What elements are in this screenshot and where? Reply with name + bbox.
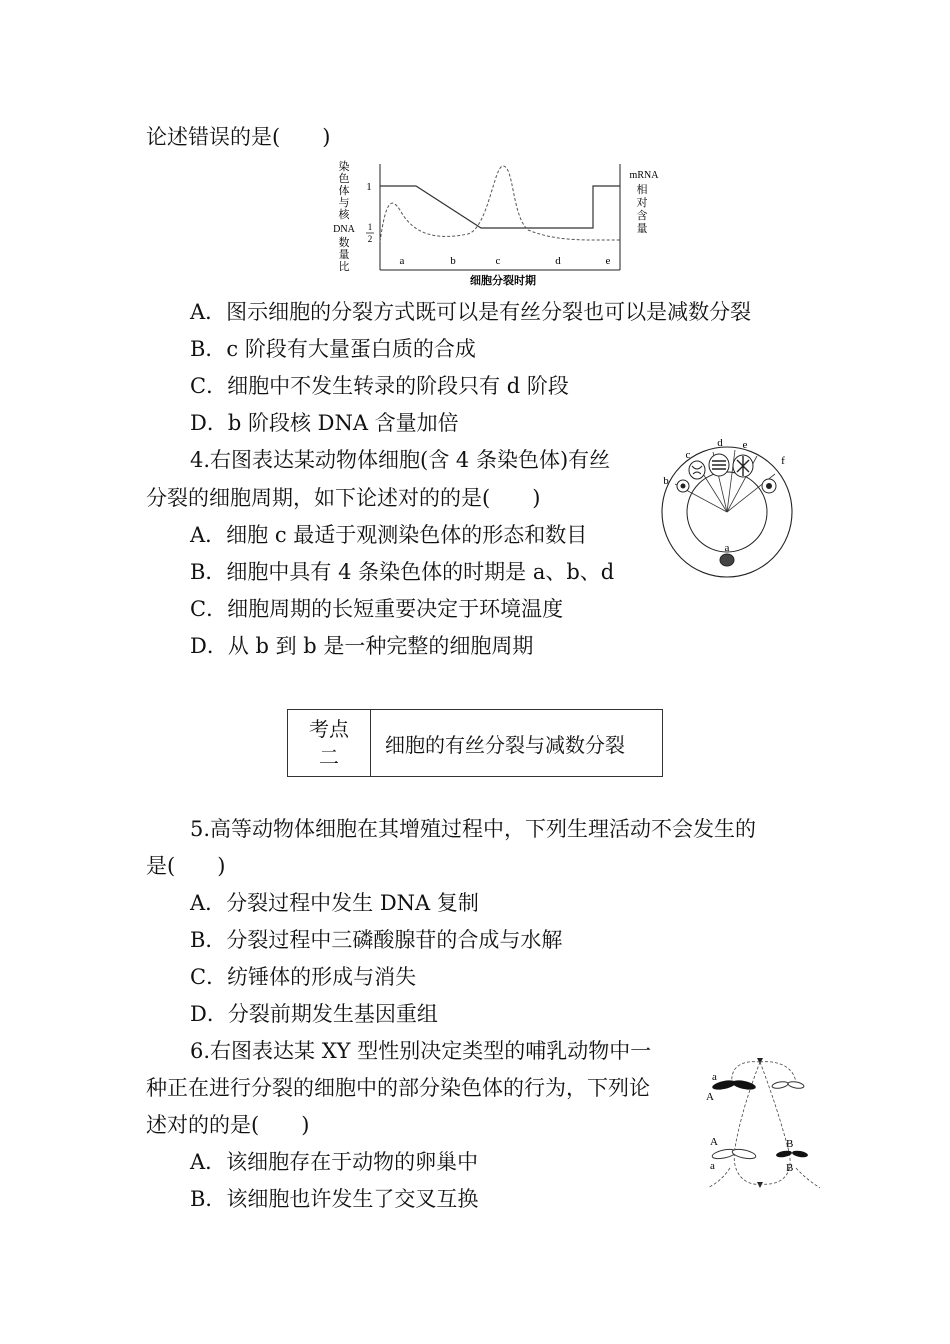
allele-label-A-top: A [706, 1091, 714, 1103]
y-axis-right-top: mRNA [629, 170, 659, 181]
phase-label-a: a [399, 255, 405, 267]
q3-option-d: D．b 阶段核 DNA 含量加倍 [190, 411, 459, 435]
q5-option-b: B．分裂过程中三磷酸腺苷的合成与水解 [190, 928, 563, 952]
y-axis-left-char: 量 [338, 249, 350, 261]
y-axis-right-char: 含 [636, 210, 648, 222]
ratio-line [380, 186, 620, 228]
y-axis-left-char: 体 [338, 185, 350, 197]
phase-label-d: d [555, 255, 561, 267]
section-label-line1: 考点 [309, 717, 349, 741]
cell-e-icon [733, 455, 753, 477]
q4-option-b: B．细胞中具有 4 条染色体的时期是 a、b、d [190, 560, 615, 584]
cell-d-icon [709, 454, 729, 476]
cycle-label-a: a [724, 542, 730, 554]
q6-figure [700, 1048, 830, 1203]
y-axis-right-char: 对 [636, 197, 648, 209]
q3-option-c: C．细胞中不发生转录的阶段只有 d 阶段 [190, 374, 569, 398]
x-axis-label: 细胞分裂时期 [470, 275, 536, 287]
q4-stem-line2: 分裂的细胞周期，如下论述对的的是( ) [146, 486, 541, 510]
q4-option-a: A．细胞 c 最适于观测染色体的形态和数目 [190, 523, 588, 547]
cycle-label-d: d [717, 437, 723, 449]
phase-label-b: b [450, 255, 456, 267]
q3-option-a: A．图示细胞的分裂方式既可以是有丝分裂也可以是减数分裂 [190, 300, 752, 324]
q5-option-c: C．纺锤体的形成与消失 [190, 965, 417, 989]
y-tick-1: 1 [366, 181, 372, 193]
q6-stem-line2: 种正在进行分裂的细胞中的部分染色体的行为，下列论 [146, 1076, 650, 1100]
y-axis-left-char: 数 [338, 237, 350, 249]
cycle-label-f: f [781, 455, 785, 467]
chromosome-light-top-icon [772, 1081, 805, 1090]
y-axis-right-char: 相 [636, 184, 648, 196]
section-label-line2: 二 [319, 745, 339, 769]
cycle-label-b: b [663, 475, 669, 487]
allele-label-B-upper: B [786, 1138, 794, 1150]
q3-figure [328, 158, 668, 290]
q5-stem-line1: 5.高等动物体细胞在其增殖过程中，下列生理活动不会发生的 [190, 817, 757, 841]
q6-option-b: B．该细胞也许发生了交叉互换 [190, 1187, 479, 1211]
q5-option-a: A．分裂过程中发生 DNA 复制 [190, 891, 479, 915]
y-axis-right-char: 量 [636, 223, 648, 235]
phase-label-e: e [605, 255, 611, 267]
section-header-box [287, 709, 663, 777]
cell-f-icon [762, 479, 776, 493]
y-tick-half-num: 1 [367, 222, 373, 232]
q3-option-b: B．c 阶段有大量蛋白质的合成 [190, 337, 476, 361]
phase-label-c: c [495, 255, 501, 267]
y-axis-left-char: 比 [338, 261, 350, 273]
spindle-pole-bottom [757, 1182, 763, 1188]
allele-label-a-top: a [712, 1071, 717, 1083]
q5-option-d: D．分裂前期发生基因重组 [190, 1002, 438, 1026]
q5-stem-line2: 是( ) [146, 854, 226, 878]
allele-label-A-bottom: A [710, 1136, 718, 1148]
y-axis-left-char: DNA [333, 224, 355, 235]
q4-stem-line1: 4.右图表达某动物体细胞(含 4 条染色体)有丝 [190, 448, 611, 472]
chromosome-dark-top-icon [711, 1079, 756, 1092]
q3-stem-tail: 论述错误的是( ) [146, 125, 331, 149]
y-axis-left-char: 染 [338, 161, 350, 173]
y-axis-left-char: 核 [338, 209, 350, 221]
q4-option-c: C．细胞周期的长短重要决定于环境温度 [190, 597, 564, 621]
cell-c-icon [689, 461, 705, 479]
chromosome-dark-bottom-icon [776, 1150, 809, 1159]
q6-stem-line3: 述对的的是( ) [146, 1113, 310, 1137]
allele-label-a-bottom: a [710, 1160, 715, 1172]
q6-option-a: A．该细胞存在于动物的卵巢中 [190, 1150, 479, 1174]
y-axis-left-char: 与 [338, 197, 350, 209]
q4-option-d: D．从 b 到 b 是一种完整的细胞周期 [190, 634, 534, 658]
y-tick-half-den: 2 [367, 234, 373, 244]
section-label [288, 710, 371, 776]
q6-stem-line1: 6.右图表达某 XY 型性别决定类型的哺乳动物中一 [190, 1039, 652, 1063]
y-axis-left-char: 色 [338, 173, 350, 185]
section-title: 细胞的有丝分裂与减数分裂 [385, 732, 625, 757]
mrna-line [380, 166, 620, 242]
cycle-label-e: e [742, 439, 748, 451]
cycle-label-c: c [685, 449, 691, 461]
q4-figure [657, 434, 797, 594]
cell-a-icon [720, 554, 734, 566]
allele-label-B-lower: B [786, 1162, 794, 1174]
cell-b-icon [677, 480, 689, 492]
